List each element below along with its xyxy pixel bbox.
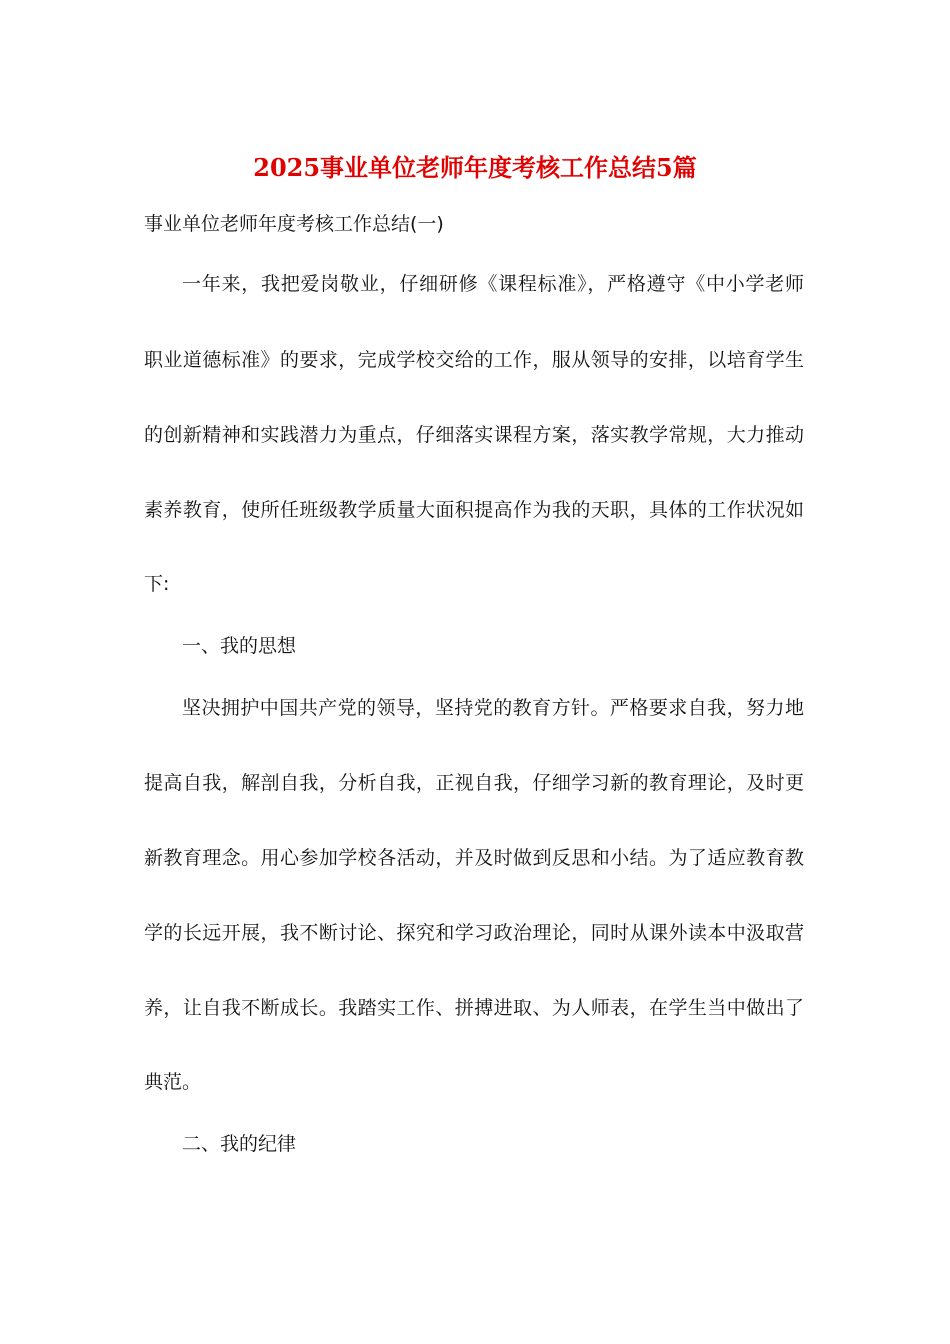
paragraph-line: 职业道德标准》的要求，完成学校交给的工作，服从领导的安排，以培育学生 <box>144 349 804 371</box>
section-subtitle: 事业单位老师年度考核工作总结(一) <box>144 213 444 235</box>
section-heading: 二、我的纪律 <box>182 1133 297 1155</box>
paragraph-line: 素养教育，使所任班级教学质量大面积提高作为我的天职，具体的工作状况如 <box>144 499 804 521</box>
paragraph-line: 坚决拥护中国共产党的领导，坚持党的教育方针。严格要求自我，努力地 <box>182 697 804 719</box>
paragraph-line: 一年来，我把爱岗敬业，仔细研修《课程标准》，严格遵守《中小学老师 <box>182 273 804 295</box>
section-heading: 一、我的思想 <box>182 635 297 657</box>
paragraph-line: 学的长远开展，我不断讨论、探究和学习政治理论，同时从课外读本中汲取营 <box>144 922 804 944</box>
paragraph-line: 提高自我，解剖自我，分析自我，正视自我，仔细学习新的教育理论，及时更 <box>144 772 804 794</box>
paragraph-line: 养，让自我不断成长。我踏实工作、拼搏进取、为人师表，在学生当中做出了 <box>144 997 804 1019</box>
paragraph-line: 下: <box>144 573 170 595</box>
document-title: 2025事业单位老师年度考核工作总结5篇 <box>253 153 697 182</box>
paragraph-line: 典范。 <box>144 1071 202 1093</box>
paragraph-line: 新教育理念。用心参加学校各活动，并及时做到反思和小结。为了适应教育教 <box>144 847 804 869</box>
paragraph-line: 的创新精神和实践潜力为重点，仔细落实课程方案，落实教学常规，大力推动 <box>144 424 804 446</box>
